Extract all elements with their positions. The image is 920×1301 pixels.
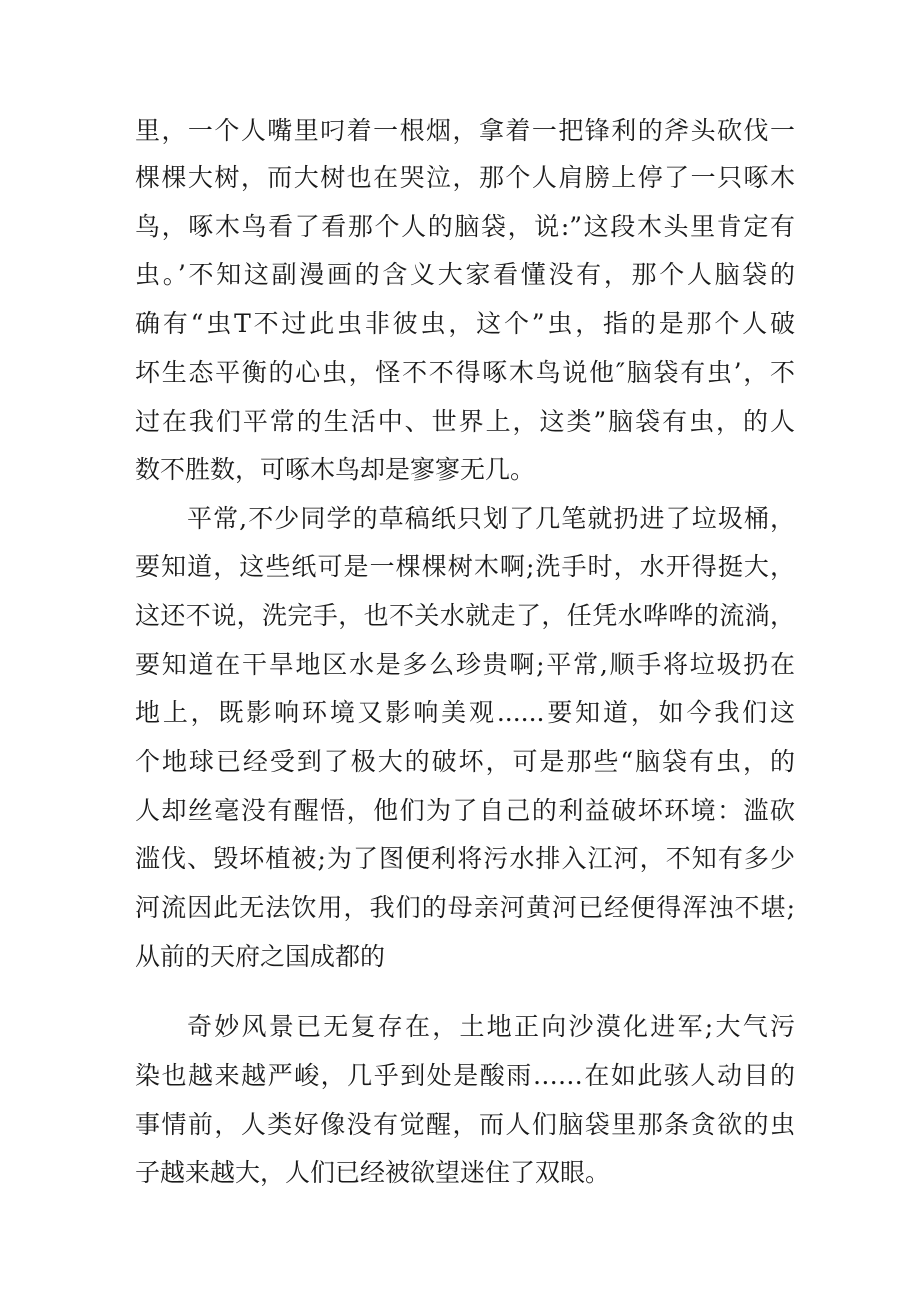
body-text [135,0,795,1301]
paragraph-2-line-1: 平常,不少同学的草稿纸只划了几笔就扔进了垃圾桶， [187,504,795,533]
paragraph-2-line-7: 人却丝毫没有醒悟，他们为了自己的利益破坏环境：滥砍 [135,796,795,825]
paragraph-2-line-9: 河流因此无法饮用，我们的母亲河黄河已经便得浑浊不堪; [135,893,795,922]
paragraph-2-line-5: 地上，既影响环境又影响美观......要知道，如今我们这 [135,698,795,727]
paragraph-1-line-7: 过在我们平常的生活中、世界上，这类”脑袋有虫，的人 [135,407,795,436]
paragraph-3-line-4: 子越来越大，人们已经被欲望迷住了双眼。 [135,1158,611,1187]
paragraph-1-line-5: 确有“虫T不过此虫非彼虫，这个”虫，指的是那个人破 [135,309,795,338]
paragraph-2-line-4: 要知道在干旱地区水是多么珍贵啊;平常,顺手将垃圾扔在 [135,650,795,679]
paragraph-2-line-10: 从前的天府之国成都的 [135,942,386,971]
paragraph-3-line-3: 事情前，人类好像没有觉醒，而人们脑袋里那条贪欲的虫 [135,1110,795,1139]
paragraph-1-line-2: 棵棵大树，而大树也在哭泣，那个人肩膀上停了一只啄木 [135,163,795,192]
paragraph-2-line-6: 个地球已经受到了极大的破坏，可是那些“脑袋有虫，的 [135,747,795,776]
paragraph-1-line-8: 数不胜数，可啄木鸟却是寥寥无几。 [135,455,536,484]
paragraph-2-line-3: 这还不说，洗完手，也不关水就走了，任凭水哗哗的流淌， [135,601,795,630]
paragraph-1-line-1: 里，一个人嘴里叼着一根烟，拿着一把锋利的斧头砍伐一 [135,116,795,145]
paragraph-2-line-2: 要知道，这些纸可是一棵棵树木啊;洗手时，水开得挺大， [135,552,795,581]
paragraph-1-line-3: 鸟，啄木鸟看了看那个人的脑袋，说:”这段木头里肯定有 [135,212,795,241]
paragraph-1-line-4: 虫。’不知这副漫画的含义大家看懂没有，那个人脑袋的 [135,260,795,289]
paragraph-1-line-6: 坏生态平衡的心虫，怪不不得啄木鸟说他″脑袋有虫’，不 [135,358,795,387]
paragraph-3-line-1: 奇妙风景已无复存在，土地正向沙漠化进军;大气污 [187,1012,795,1041]
paragraph-2-line-8: 滥伐、毁坏植被;为了图便利将污水排入江河，不知有多少 [135,844,795,873]
paragraph-3-line-2: 染也越来越严峻，几乎到处是酸雨……在如此骇人动目的 [135,1061,795,1090]
